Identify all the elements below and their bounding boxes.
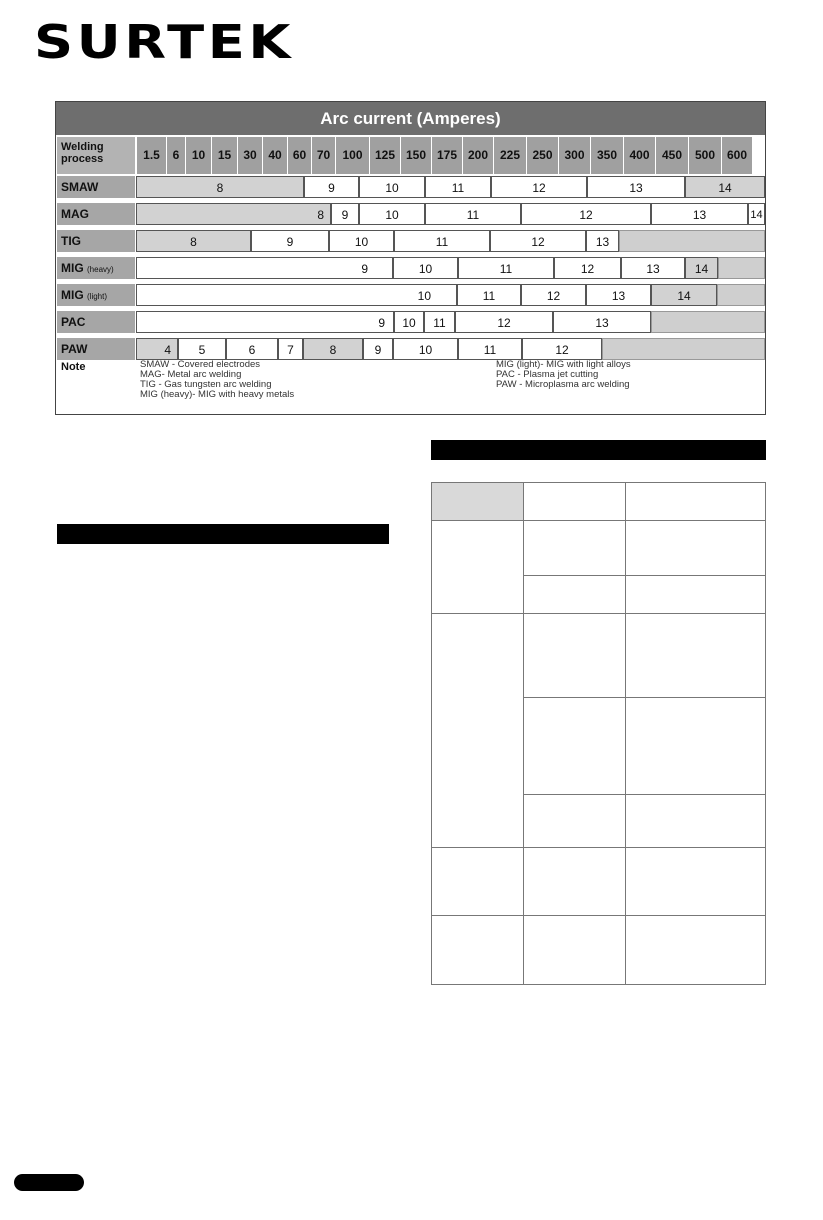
seg: 11 — [458, 338, 522, 360]
ampere-header-cell: 350 — [590, 137, 623, 174]
section-bar-left — [57, 524, 389, 544]
seg: 12 — [522, 338, 602, 360]
ampere-header-cell: 15 — [211, 137, 237, 174]
grid-cell — [625, 482, 766, 521]
grid-cell — [523, 613, 626, 698]
seg: 11 — [424, 311, 455, 333]
ampere-header-cell: 450 — [655, 137, 688, 174]
grid-cell — [523, 697, 626, 795]
seg: 8 — [303, 338, 363, 360]
seg: 14 — [651, 284, 717, 306]
ampere-header-cell: 200 — [462, 137, 493, 174]
ampere-header-cell: 150 — [400, 137, 431, 174]
seg: 9 — [136, 311, 394, 333]
seg: 11 — [457, 284, 521, 306]
seg: 9 — [363, 338, 393, 360]
grid-cell — [625, 575, 766, 614]
page-number-tab — [14, 1174, 84, 1191]
seg: 13 — [587, 176, 685, 198]
ampere-header-cell: 225 — [493, 137, 526, 174]
seg: 8 — [136, 176, 304, 198]
ampere-header-cell: 500 — [688, 137, 721, 174]
grid-cell — [625, 915, 766, 985]
seg: 8 — [136, 230, 251, 252]
grid-cell — [523, 915, 626, 985]
seg: 12 — [521, 284, 586, 306]
row-label-tig: TIG — [57, 230, 135, 252]
seg: 10 — [359, 203, 425, 225]
seg: 9 — [251, 230, 329, 252]
ampere-header-cell: 70 — [311, 137, 335, 174]
seg: 14 — [748, 203, 765, 225]
seg: 13 — [651, 203, 748, 225]
seg: 12 — [521, 203, 651, 225]
seg: 11 — [394, 230, 490, 252]
seg-empty — [602, 338, 765, 360]
seg: 13 — [621, 257, 685, 279]
grid-cell — [625, 847, 766, 916]
ampere-header-cell: 30 — [237, 137, 262, 174]
arc-table-title: Arc current (Amperes) — [56, 102, 765, 135]
seg: 10 — [393, 338, 458, 360]
row-label-mig-light: MIG (light) — [57, 284, 135, 306]
arc-current-table — [55, 101, 766, 415]
seg: 10 — [359, 176, 425, 198]
grid-cell — [523, 575, 626, 614]
seg: 8 — [136, 203, 331, 225]
seg-empty — [619, 230, 765, 252]
grid-cell — [523, 482, 626, 521]
grid-cell — [523, 794, 626, 848]
seg: 10 — [394, 311, 424, 333]
blank-grid-table — [431, 482, 766, 985]
seg: 12 — [490, 230, 586, 252]
seg: 14 — [685, 176, 765, 198]
section-bar-right — [431, 440, 766, 460]
grid-cell — [431, 915, 524, 985]
grid-cell — [523, 847, 626, 916]
ampere-header-cell: 250 — [526, 137, 558, 174]
grid-cell — [431, 482, 524, 521]
grid-cell — [431, 520, 524, 614]
grid-cell — [431, 847, 524, 916]
seg: 5 — [178, 338, 226, 360]
seg: 9 — [331, 203, 359, 225]
row-label-mag: MAG — [57, 203, 135, 225]
ampere-header-cell: 6 — [166, 137, 185, 174]
grid-cell — [625, 520, 766, 576]
seg: 10 — [393, 257, 458, 279]
seg: 10 — [136, 284, 457, 306]
grid-cell — [523, 520, 626, 576]
seg: 10 — [329, 230, 394, 252]
grid-cell — [625, 794, 766, 848]
ampere-header-cell: 10 — [185, 137, 211, 174]
seg: 11 — [425, 176, 491, 198]
seg: 12 — [554, 257, 621, 279]
seg: 6 — [226, 338, 278, 360]
seg: 12 — [455, 311, 553, 333]
ampere-header-cell: 60 — [287, 137, 311, 174]
grid-cell — [431, 613, 524, 848]
seg: 12 — [491, 176, 587, 198]
ampere-header-cell: 600 — [721, 137, 752, 174]
seg: 11 — [458, 257, 554, 279]
row-label-smaw: SMAW — [57, 176, 135, 198]
ampere-header-cell: 100 — [335, 137, 369, 174]
seg: 13 — [553, 311, 651, 333]
note-label: Note — [61, 361, 86, 373]
ampere-header-cell: 40 — [262, 137, 287, 174]
seg-empty — [717, 284, 765, 306]
seg: 9 — [136, 257, 393, 279]
grid-cell — [625, 613, 766, 698]
brand-logo: SURTEK — [34, 15, 294, 69]
ampere-header-cell: 300 — [558, 137, 590, 174]
notes-left: SMAW - Covered electrodes MAG- Metal arc welding TIG - Gas tungsten arc welding MIG (heavy)- MIG with heavy metals — [140, 359, 295, 400]
grid-cell — [625, 697, 766, 795]
seg: 9 — [304, 176, 359, 198]
seg: 13 — [586, 230, 619, 252]
seg: 13 — [586, 284, 651, 306]
ampere-header-cell: 400 — [623, 137, 655, 174]
seg: 4 — [136, 338, 178, 360]
ampere-header-cell: 125 — [369, 137, 400, 174]
row-label-mig-heavy: MIG (heavy) — [57, 257, 135, 279]
row-label-paw: PAW — [57, 338, 135, 360]
seg-empty — [651, 311, 765, 333]
ampere-header-cell: 175 — [431, 137, 462, 174]
welding-process-header: Welding process — [57, 137, 135, 174]
notes-right: MIG (light)- MIG with light alloys PAC - Plasma jet cutting PAW - Microplasma arc welding — [496, 359, 631, 390]
seg: 7 — [278, 338, 303, 360]
ampere-header-cell: 1.5 — [136, 137, 166, 174]
seg-empty — [718, 257, 765, 279]
row-label-pac: PAC — [57, 311, 135, 333]
seg: 14 — [685, 257, 718, 279]
seg: 11 — [425, 203, 521, 225]
